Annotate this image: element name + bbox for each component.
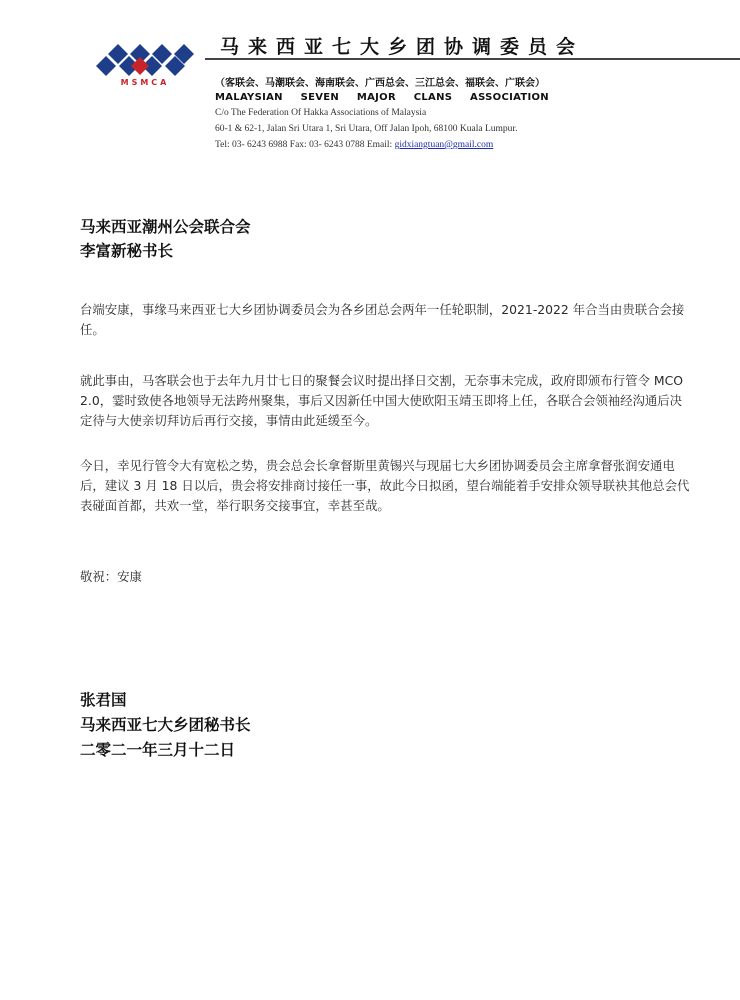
body-paragraph-2: 就此事由，马客联会也于去年九月廿七日的聚餐会议时提出择日交割，无奈事未完成，政府即颁布行管令 MCO 2.0，霎时致使各地领导无法跨州聚集，事后又因新任中国大使欧阳玉靖玉即将上任，各联合会领袖经沟通后决定待与大使亲切拜访后再行交接，事情由此延缓至今。 [80,373,684,428]
recipient-organization: 马来西亚潮州公会联合会 [80,218,251,236]
header-divider [205,58,740,60]
letterhead [0,0,740,160]
care-of-line: C/o The Federation Of Hakka Associations of Malaysia [215,108,427,118]
body-paragraph-1: 台端安康，事缘马来西亚七大乡团协调委员会为各乡团总会两年一任轮职制，2021-2022 年合当由贵联合会接任。 [80,302,685,337]
recipient-block [80,215,251,263]
recipient-person: 李富新秘书长 [80,242,174,260]
contact-numbers: Tel: 03- 6243 6988 Fax: 03- 6243 0788 Email: [215,140,395,150]
member-associations: （客联会、马潮联会、海南联会、广西总会、三江总会、福联会、广联会） [215,78,545,89]
email-link[interactable]: gidxiangtuan@gmail.com [394,140,494,150]
signatory-name: 张君国 [80,691,127,709]
association-title: 马来西亚七大乡团协调委员会 [220,36,585,58]
contact-line [215,140,493,150]
signature-block [80,688,251,763]
closing-salutation: 敬祝：安康 [80,569,142,584]
letter-date: 二零二一年三月十二日 [80,741,236,759]
logo-wordmark: MSMCA [120,78,170,87]
english-name: MALAYSIAN SEVEN MAJOR CLANS ASSOCIATION [215,92,549,103]
signatory-title: 马来西亚七大乡团秘书长 [80,716,251,734]
address-line: 60-1 & 62-1, Jalan Sri Utara 1, Sri Utara, Off Jalan Ipoh, 68100 Kuala Lumpur. [215,124,518,134]
body-paragraph-3: 今日，幸见行管令大有宽松之势，贵会总会长拿督斯里黄锡兴与现届七大乡团协调委员会主席拿督张润安通电后，建议 3 月 18 日以后，贵会将安排商讨接任一事，故此今日拟函，望台端能着手安排众领导联袂其他总会代表碰面首都，共欢一堂，举行职务交接事宜，幸甚至哉。 [80,458,690,513]
